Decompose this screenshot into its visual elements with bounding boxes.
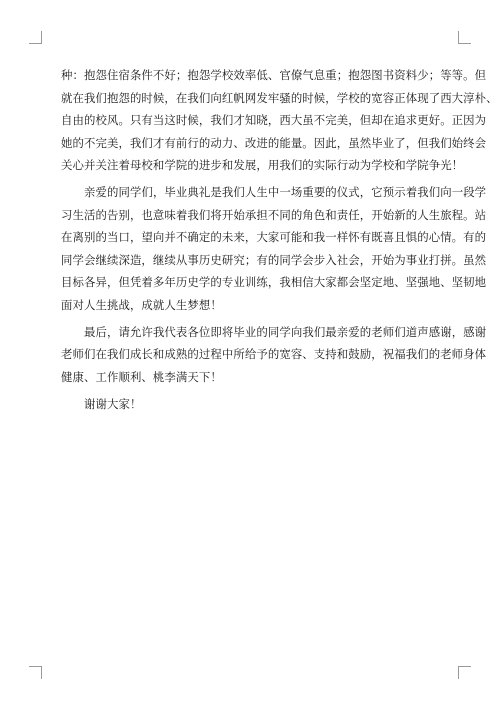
text-line: 谢谢大家！ (84, 396, 142, 411)
text-line: 习生活的告别，也意味着我们将开始承担不同的角色和责任，开始新的人生旅程。站 (61, 207, 487, 222)
text-line: 关心并关注着母校和学院的进步和发展，用我们的实际行动为学校和学院争光！ (61, 158, 464, 172)
crop-mark-bottom-right (458, 666, 471, 679)
text-line: 同学会继续深造，继续从事历史研究；有的同学会步入社会，开始为事业打拼。虽然 (61, 252, 487, 267)
text-line: 最后，请允许我代表各位即将毕业的同学向我们最亲爱的老师们道声感谢，感谢 (84, 324, 487, 339)
text-line: 老师们在我们成长和成熟的过程中所给予的宽容、支持和鼓励，祝福我们的老师身体 (61, 347, 487, 361)
text-line: 就在我们抱怨的时候，在我们向红帆网发牢骚的时候，学校的宽容正体现了西大淳朴、 (61, 90, 498, 105)
paragraph-thanks-teachers (61, 321, 487, 389)
text-line: 目标各异，但凭着多年历史学的专业训练，我相信大家都会坚定地、坚强地、坚韧地 (61, 275, 487, 289)
crop-mark-top-left (29, 31, 42, 44)
text-line: 在离别的当口，望向并不确定的未来，大家可能和我一样怀有既喜且惧的心情。有的 (61, 230, 487, 244)
text-line: 种：抱怨住宿条件不好；抱怨学校效率低、官僚气息重；抱怨图书资料少；等等。但 (61, 68, 487, 82)
text-line: 她的不完美，我们才有前行的动力、改进的能量。因此，虽然毕业了，但我们始终会 (61, 135, 487, 150)
paragraph-graduation (61, 181, 487, 316)
text-line: 面对人生挑战，成就人生梦想！ (61, 297, 222, 312)
crop-mark-bottom-left (29, 666, 42, 679)
text-line: 健康、工作顺利、桃李满天下！ (61, 369, 222, 384)
document-body (61, 64, 498, 420)
paragraph-closing (61, 393, 441, 416)
text-line: 自由的校风。只有当这时候，我们才知晓，西大虽不完美，但却在追求更好。正因为 (61, 113, 487, 127)
crop-mark-top-right (458, 31, 471, 44)
text-line: 亲爱的同学们，毕业典礼是我们人生中一场重要的仪式，它预示着我们向一段学 (84, 185, 487, 199)
paragraph-complaints (61, 64, 498, 177)
